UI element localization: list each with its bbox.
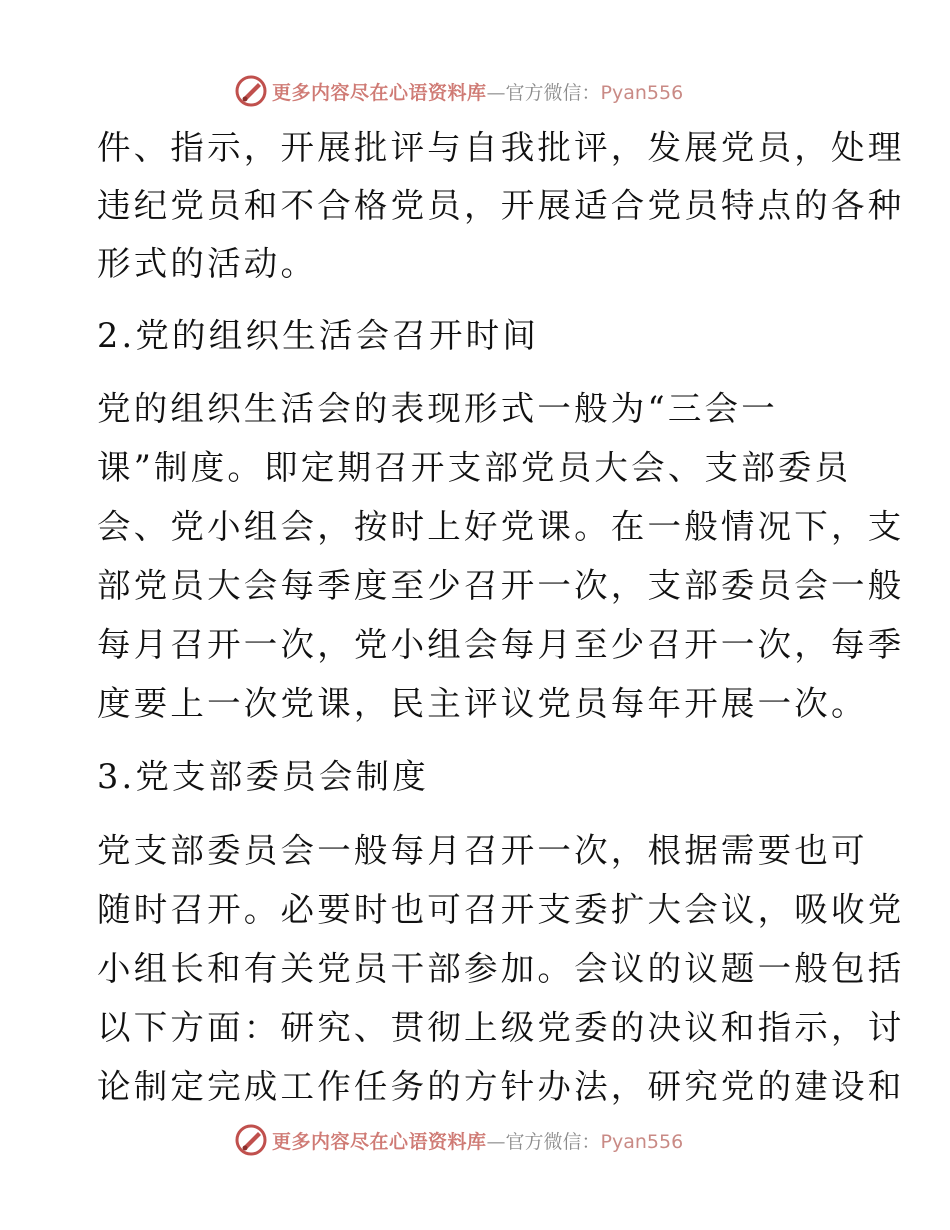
- body-text-line: 党支部委员会一般每月召开一次，根据需要也可: [97, 831, 868, 870]
- body-text-line: 课”制度。即定期召开支部党员大会、支部委员: [97, 448, 852, 487]
- body-text-line: 形式的活动。: [97, 244, 318, 283]
- watermark-dash: —: [486, 1130, 506, 1153]
- header-watermark: [234, 73, 683, 109]
- watermark-brand: 更多内容尽在心语资料库: [272, 81, 487, 104]
- watermark-wechat-id: Pyan556: [600, 1130, 684, 1153]
- body-text-line: 小组长和有关党员干部参加。会议的议题一般包括: [97, 949, 905, 988]
- body-text-line: 违纪党员和不合格党员，开展适合党员特点的各种: [97, 186, 905, 225]
- section-heading: 2.党的组织生活会召开时间: [97, 316, 540, 355]
- watermark-wechat-label: 官方微信：: [505, 81, 601, 104]
- watermark-text: [272, 78, 683, 105]
- body-text-line: 党的组织生活会的表现形式一般为“三会一: [97, 389, 778, 428]
- footer-watermark: [234, 1122, 683, 1158]
- watermark-wechat-label: 官方微信：: [505, 1130, 601, 1153]
- watermark-wechat-id: Pyan556: [600, 81, 684, 104]
- red-brush-logo-icon: [234, 1123, 268, 1157]
- body-text-line: 每月召开一次，党小组会每月至少召开一次，每季: [97, 625, 905, 664]
- body-text-line: 论制定完成工作任务的方针办法，研究党的建设和: [97, 1067, 905, 1106]
- body-text-line: 会、党小组会，按时上好党课。在一般情况下，支: [97, 507, 905, 546]
- body-text-line: 以下方面：研究、贯彻上级党委的决议和指示，讨: [97, 1008, 905, 1047]
- body-text-line: 件、指示，开展批评与自我批评，发展党员，处理: [97, 128, 905, 167]
- body-text-line: 度要上一次党课，民主评议党员每年开展一次。: [97, 684, 868, 723]
- watermark-text: [272, 1127, 683, 1154]
- body-text-line: 随时召开。必要时也可召开支委扩大会议，吸收党: [97, 890, 905, 929]
- section-heading: 3.党支部委员会制度: [97, 757, 429, 796]
- body-text-line: 部党员大会每季度至少召开一次，支部委员会一般: [97, 566, 905, 605]
- red-brush-logo-icon: [234, 74, 268, 108]
- watermark-brand: 更多内容尽在心语资料库: [272, 1130, 487, 1153]
- watermark-dash: —: [486, 81, 506, 104]
